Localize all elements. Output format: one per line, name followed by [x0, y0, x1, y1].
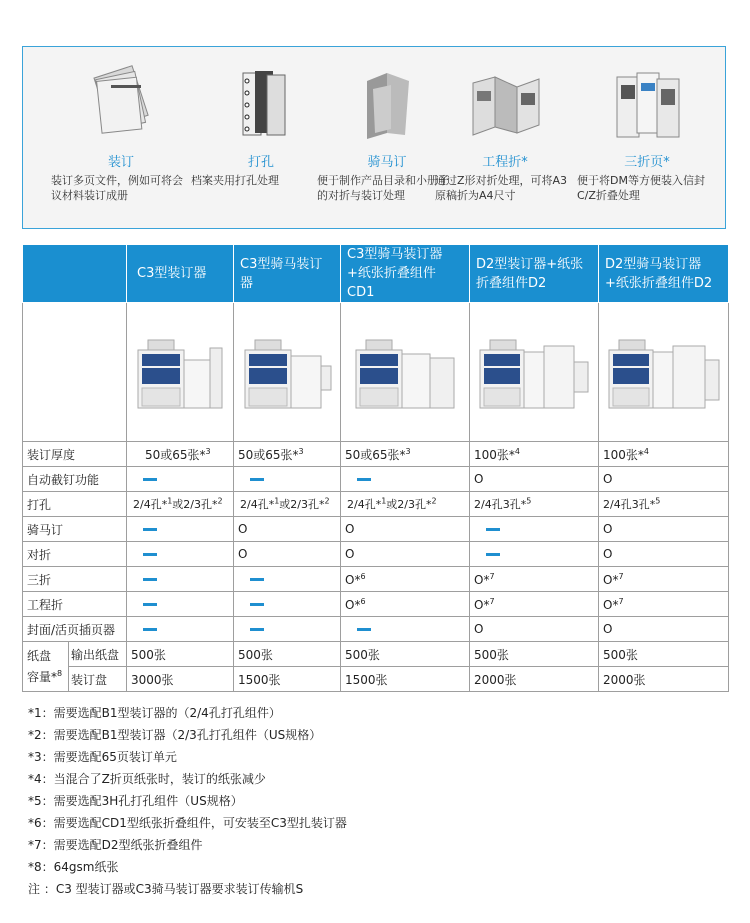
- table-cell: 50或65张*$^3$: [127, 442, 234, 467]
- table-cell: 100张*$^4$: [599, 442, 729, 467]
- table-cell: 500张: [234, 642, 341, 667]
- table-cell: 50或65张*$^3$: [234, 442, 341, 467]
- table-cell: O*$^7$: [470, 567, 599, 592]
- table-cell: O: [599, 467, 729, 492]
- table-cell: O*$^7$: [470, 592, 599, 617]
- feature-title: 三折页*: [624, 155, 670, 170]
- table-row: [23, 642, 729, 667]
- table-row: [23, 517, 729, 542]
- table-row: [23, 467, 729, 492]
- tri-fold-brochure-icon: [607, 63, 687, 143]
- dash-cell: [234, 467, 341, 492]
- machine-image: [127, 303, 234, 442]
- feature-desc: 档案夹用打孔处理: [191, 174, 279, 187]
- row-label: 装订厚度: [23, 442, 127, 467]
- stapled-pages-icon: [81, 63, 161, 143]
- dash-mark: [250, 578, 264, 581]
- table-row: [23, 567, 729, 592]
- feature-title: 骑马订: [367, 155, 407, 170]
- feature-title: 装订: [107, 155, 134, 170]
- printer-machine-icon: [132, 332, 228, 412]
- dash-cell: [341, 617, 470, 642]
- printer-machine-icon: [239, 332, 335, 412]
- row-label: 三折: [23, 567, 127, 592]
- row-label: 对折: [23, 542, 127, 567]
- table-row: [23, 492, 729, 517]
- machine-image: [234, 303, 341, 442]
- table-cell: O: [341, 517, 470, 542]
- row-label: 自动截钉功能: [23, 467, 127, 492]
- dash-mark: [357, 628, 371, 631]
- row-sublabel: 输出纸盘: [69, 642, 127, 667]
- feature-desc: 便于将DM等方便装入信封C/Z折叠处理: [577, 174, 705, 202]
- table-cell: 3000张: [127, 667, 234, 692]
- column-header: D2型骑马装订器+纸张折叠组件D2: [599, 245, 729, 303]
- dash-cell: [127, 517, 234, 542]
- table-cell: 2/4孔3孔*$^5$: [599, 492, 729, 517]
- saddle-booklet-icon: [347, 63, 427, 143]
- dash-cell: [127, 617, 234, 642]
- table-cell: 2/4孔*$^1$或2/3孔*$^2$: [234, 492, 341, 517]
- table-cell: 100张*$^4$: [470, 442, 599, 467]
- table-cell: O: [234, 517, 341, 542]
- dash-mark: [250, 603, 264, 606]
- footnote: *6：需要选配CD1型纸张折叠组件，可安装至C3型扎装订器: [28, 816, 347, 830]
- dash-cell: [234, 567, 341, 592]
- feature-title: 打孔: [247, 155, 274, 170]
- dash-mark: [143, 628, 157, 631]
- feature-panel: [22, 46, 726, 229]
- printer-machine-icon: [476, 332, 592, 412]
- printer-machine-icon: [350, 332, 460, 412]
- footnote: *1：需要选配B1型装订器的（2/4孔打孔组件）: [28, 706, 281, 720]
- machine-image: [341, 303, 470, 442]
- punched-pages-icon: [221, 63, 301, 143]
- image-blank: [23, 303, 127, 442]
- dash-mark: [143, 578, 157, 581]
- feature-desc: 便于制作产品目录和小册子的对折与装订处理: [317, 174, 449, 202]
- dash-mark: [357, 478, 371, 481]
- dash-mark: [486, 528, 500, 531]
- table-cell: 1500张: [341, 667, 470, 692]
- footnote: *7：需要选配D2型纸张折叠组件: [28, 838, 203, 852]
- machine-image: [599, 303, 729, 442]
- z-fold-icon: [465, 63, 545, 143]
- table-row: [23, 667, 729, 692]
- printer-machine-icon: [605, 332, 723, 412]
- image-row: [23, 303, 729, 442]
- column-header: D2型装订器+纸张折叠组件D2: [470, 245, 599, 303]
- table-cell: O*$^7$: [599, 567, 729, 592]
- table-cell: O: [470, 617, 599, 642]
- row-label: 工程折: [23, 592, 127, 617]
- table-cell: 500张: [599, 642, 729, 667]
- feature-title: 工程折*: [482, 155, 528, 170]
- table-cell: 2/4孔*$^1$或2/3孔*$^2$: [127, 492, 234, 517]
- footnote: *4：当混合了Z折页纸张时，装订的纸张减少: [28, 772, 266, 786]
- column-header: C3型装订器: [127, 245, 234, 303]
- dash-cell: [127, 592, 234, 617]
- table-cell: O: [599, 542, 729, 567]
- table-cell: 500张: [127, 642, 234, 667]
- footnote: *8：64gsm纸张: [28, 860, 119, 874]
- table-cell: O: [599, 617, 729, 642]
- table-row: [23, 592, 729, 617]
- table-cell: O*$^7$: [599, 592, 729, 617]
- dash-mark: [143, 528, 157, 531]
- footnote: *3：需要选配65页装订单元: [28, 750, 177, 764]
- dash-mark: [486, 553, 500, 556]
- dash-cell: [470, 542, 599, 567]
- dash-mark: [143, 603, 157, 606]
- row-label: 骑马订: [23, 517, 127, 542]
- dash-cell: [127, 567, 234, 592]
- dash-cell: [470, 517, 599, 542]
- feature-desc: 装订多页文件，例如可将会议材料装订成册: [51, 174, 183, 202]
- table-cell: 2/4孔3孔*$^5$: [470, 492, 599, 517]
- row-label: 封面/活页插页器: [23, 617, 127, 642]
- column-header: C3型骑马装订器: [234, 245, 341, 303]
- dash-cell: [127, 542, 234, 567]
- header-row: [23, 245, 729, 303]
- table-row: [23, 442, 729, 467]
- dash-cell: [341, 467, 470, 492]
- footnotes: [28, 702, 728, 900]
- table-cell: 500张: [470, 642, 599, 667]
- table-cell: O: [234, 542, 341, 567]
- table-cell: 2000张: [470, 667, 599, 692]
- dash-cell: [127, 467, 234, 492]
- dash-mark: [143, 478, 157, 481]
- table-cell: O: [341, 542, 470, 567]
- machine-image: [470, 303, 599, 442]
- spec-table: [22, 244, 729, 692]
- table-cell: O: [470, 467, 599, 492]
- table-cell: 2/4孔*$^1$或2/3孔*$^2$: [341, 492, 470, 517]
- table-cell: 50或65张*$^3$: [341, 442, 470, 467]
- table-cell: O*$^6$: [341, 567, 470, 592]
- footnote: *2：需要选配B1型装订器（2/3孔打孔组件（US规格）: [28, 728, 322, 742]
- row-sublabel: 装订盘: [69, 667, 127, 692]
- column-header: C3型骑马装订器+纸张折叠组件CD1: [341, 245, 470, 303]
- footnote: *5：需要选配3H孔打孔组件（US规格）: [28, 794, 243, 808]
- dash-mark: [250, 628, 264, 631]
- table-cell: 1500张: [234, 667, 341, 692]
- table-row: [23, 542, 729, 567]
- table-cell: 500张: [341, 642, 470, 667]
- dash-mark: [143, 553, 157, 556]
- table-row: [23, 617, 729, 642]
- header-blank: [23, 245, 127, 303]
- row-label: 打孔: [23, 492, 127, 517]
- table-cell: O*$^6$: [341, 592, 470, 617]
- feature-desc: 通过Z形对折处理，可将A3原稿折为A4尺寸: [435, 174, 568, 202]
- dash-cell: [234, 592, 341, 617]
- footnote: 注 ：C3 型装订器或C3骑马装订器要求装订传输机S: [28, 882, 304, 896]
- table-cell: O: [599, 517, 729, 542]
- dash-cell: [234, 617, 341, 642]
- dash-mark: [250, 478, 264, 481]
- table-cell: 2000张: [599, 667, 729, 692]
- row-label: 纸盘 容量*$^8$: [23, 642, 69, 692]
